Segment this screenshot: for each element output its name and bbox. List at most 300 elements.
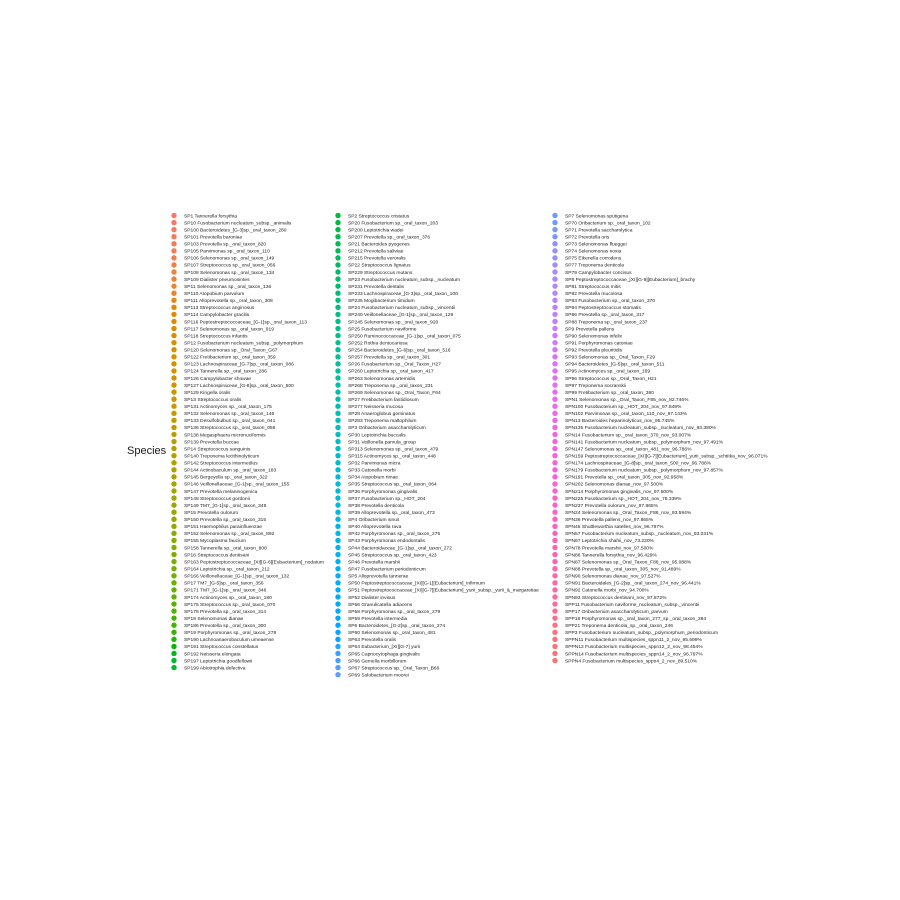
legend-key-dot [171,425,176,430]
legend-label: SP235 Mogibacterium timidum [348,299,415,305]
legend-key-dot [552,488,557,493]
legend-key-dot [335,573,340,578]
legend-label: SP106 Selenomonas sp._oral_taxon_149 [184,256,275,262]
legend-key-dot [335,615,340,620]
legend-key-dot [335,269,340,274]
legend-label: SP6 Bacteroidetes_[G-2]sp._oral_taxon_274 [348,624,446,630]
legend-label: SPN179 Fusobacterium nucleatum_subsp._polymorphum_nov_97.857% [565,468,723,474]
legend-label: SP108 Selenomonas sp._oral_taxon_134 [184,270,275,276]
legend-label: SP73 Selenomonas flueggei [565,242,627,248]
legend-label: SP60 Selenomonas sp._oral_taxon_481 [348,631,436,637]
legend-label: SP69 Solobacterium moorei [348,673,409,679]
legend-label: SP151 Haemophilus parainfluenzae [184,525,263,531]
legend-label: SPP18 Porphyromonas sp._oral_taxon_277_sp._oral_taxon_284 [565,616,707,622]
legend-key-dot [171,319,176,324]
legend-key-dot [335,326,340,331]
legend-key-dot [171,481,176,486]
legend-label: SP32 Parvimonas micra [348,461,401,467]
legend-label: SP5 Alloprevotella tannerae [348,574,409,580]
legend-key-dot [171,368,176,373]
legend-label: SP24 Fusobacterium nucleatum_subsp._vincentii [348,306,456,312]
legend-key-dot [552,545,557,550]
legend-key-dot [335,333,340,338]
legend-label: SP315 Actinomyces sp._oral_taxon_448 [348,454,436,460]
legend-key-dot [335,283,340,288]
legend-label: SP175 Streptococcus sp._oral_taxon_070 [184,602,276,608]
legend-label: SP74 Selenomonas noxia [565,249,622,255]
legend-key-dot [171,227,176,232]
legend-key-dot [552,368,557,373]
legend-key-dot [171,615,176,620]
legend-label: SP84 Peptostreptococcus stomatis [565,306,641,312]
legend-label: SP72 Prevotella oris [565,235,610,241]
legend-label: SP190 Lachnoanaerobaculum umeaense [184,638,274,644]
legend-label: SP38 Prevotella denticola [348,503,405,509]
legend-key-dot [335,347,340,352]
legend-key-dot [335,623,340,628]
legend-label: SP36 Porphyromonas gingivalis [348,489,418,495]
legend-label: SP20 Fusobacterium sp._oral_taxon_203 [348,221,438,227]
legend-label: SP123 Lachnospiraceae_[G-7]sp._oral_taxon_086 [184,362,294,368]
legend-label: SP4 Oribacterium sinus [348,518,400,524]
legend-key-dot [171,524,176,529]
legend-key-dot [552,481,557,486]
legend-label: SP116 Peptostreptococcaceae_[G-1]sp._oral_taxon_113 [184,320,307,326]
legend-label: SPN237 Prevotella oulorum_nov_97.865% [565,503,658,509]
legend-label: SP139 Prevotella buccae [184,440,239,446]
legend-label: SP100 Bacteroidetes_[G-3]sp._oral_taxon_280 [184,228,287,234]
legend-key-dot [552,389,557,394]
legend-key-dot [552,467,557,472]
legend-key-dot [552,283,557,288]
legend-key-dot [335,517,340,522]
legend-label: SP107 Streptococcus sp._oral_taxon_056 [184,263,276,269]
legend-key-dot [335,354,340,359]
legend-label: SP174 Actinomyces sp._oral_taxon_180 [184,595,272,601]
legend-key-dot [335,559,340,564]
legend-label: SP71 Prevotella saccharolytica [565,228,633,234]
legend-key-dot [335,474,340,479]
legend-key-dot [552,418,557,423]
legend-key-dot [171,495,176,500]
legend-label: SP22 Streptococcus lignatus [348,263,411,269]
legend-label: SP34 Atopobium rimae [348,475,399,481]
legend-label: SP122 Fretibacterium sp._oral_taxon_359 [184,355,276,361]
legend-label: SP51 Peptostreptococcaceae_[XI][G-7][Eubacterium]_yurii_subsp._yurii_&_margaretiae [348,588,539,594]
legend-key-dot [552,312,557,317]
legend-label: SP3 Oribacterium asaccharolyticum [348,426,426,432]
legend-label: SP118 Streptococcus infantis [184,334,248,340]
legend-key-dot [552,227,557,232]
legend-label: SPN191 Prevotella sp._oral_taxon_305_nov_92.958% [565,475,684,481]
legend-key-dot [552,495,557,500]
legend-label: SPN147 Selenomonas sp._oral_taxon_481_nov_96.786% [565,447,692,453]
legend-label: SPN90 Selenomonas dianae_nov_97.527% [565,574,661,580]
legend-label: SP23 Fusobacterium nucleatum_subsp._nucleatum [348,277,461,283]
legend-label: SPN102 Parvimonas sp._oral_taxon_110_nov_97.143% [565,412,687,418]
legend-key-dot [552,347,557,352]
legend-label: SP313 Selenomonas sp._oral_taxon_479 [348,447,439,453]
legend-key-dot [335,644,340,649]
legend-label: SP1 Tannerella forsythia [184,214,237,220]
legend-label: SP138 Megasphaera micronuciformis [184,433,266,439]
legend-key-dot [335,495,340,500]
legend-key-dot [552,637,557,642]
legend-key-dot [171,573,176,578]
legend-key-dot [171,269,176,274]
legend-label: SPN141 Fusobacterium nucleatum_subsp._polymorphum_nov_97.491% [565,440,723,446]
legend-key-dot [171,276,176,281]
legend-items [171,213,768,679]
legend-label: SPN135 Fusobacterium nucleatum_subsp._nucleatum_nov_93.380% [565,426,716,432]
legend-key-dot [171,552,176,557]
legend-label: SP191 Streptococcus constellatus [184,645,259,651]
legend-key-dot [171,460,176,465]
legend-key-dot [552,333,557,338]
legend-key-dot [335,439,340,444]
legend-key-dot [171,361,176,366]
legend-key-dot [335,531,340,536]
legend-label: SP19 Porphyromonas sp._oral_taxon_278 [184,631,277,637]
legend-label: SP14 Streptococcus sanguinis [184,447,251,453]
legend-label: SP70 Oribacterium sp._oral_taxon_102 [565,221,651,227]
legend-key-dot [171,587,176,592]
legend-key-dot [335,389,340,394]
legend-label: SP158 Tannerella sp._oral_taxon_808 [184,546,267,552]
legend-label: SPP21 Treponema denticola_sp._oral_taxon_246 [565,624,673,630]
legend-key-dot [171,213,176,218]
legend-label: SP83 Fusobacterium sp._oral_taxon_370 [565,299,655,305]
legend-label: SP96 Streptococcus sp._Oral_Taxon_H21 [565,376,657,382]
legend-label: SPN78 Prevotella marshii_nov_97.500% [565,546,654,552]
legend-label: SP136 Streptococcus sp._oral_taxon_058 [184,426,276,432]
legend-key-dot [335,432,340,437]
legend-key-dot [171,601,176,606]
legend-label: SP37 Fusobacterium sp._HOT_204 [348,496,426,502]
legend-key-dot [171,220,176,225]
legend-key-dot [171,559,176,564]
legend-key-dot [552,608,557,613]
legend-label: SP207 Prevotella sp._oral_taxon_376 [348,235,431,241]
legend-key-dot [335,411,340,416]
legend-label: SP27 Fretibacterium fastidiosum [348,397,419,403]
legend-key-dot [171,453,176,458]
legend-label: SP81 Streptococcus mitis [565,284,621,290]
legend-label: SP43 Porphyromonas endodontalis [348,539,425,545]
legend-key-dot [552,248,557,253]
legend-key-dot [335,312,340,317]
legend-label: SPN214 Porphyromonas gingivalis_nov_97.500% [565,489,674,495]
legend-label: SP13 Streptococcus oralis [184,397,242,403]
legend-label: SP11 Selenomonas sp._oral_taxon_136 [184,284,272,290]
legend-key-dot [335,213,340,218]
legend-label: SP163 Peptostreptococcaceae_[XI][G-6][Eubacterium]_nodatum [184,560,325,566]
legend-key-dot [552,354,557,359]
legend-label: SP82 Prevotella mucolosa [565,292,623,298]
legend-label: SP63 Prevotella oralis [348,638,397,644]
legend-label: SP79 Campylobacter concisus [565,270,632,276]
legend-label: SPN14 Fusobacterium sp._oral_taxon_370_nov_93.007% [565,433,692,439]
legend-label: SPN24 Selenomonas sp._Oral_Taxon_F86_nov_93.594% [565,510,692,516]
legend-key-dot [552,269,557,274]
legend-label: SPN202 Selenomonas dianae_nov_97.500% [565,482,664,488]
legend-key-dot [335,460,340,465]
legend-key-dot [552,580,557,585]
legend-label: SP186 Prevotella sp._oral_taxon_300 [184,624,267,630]
legend-label: SP133 Desulfobulbus sp._oral_taxon_041 [184,419,276,425]
legend-key-dot [552,623,557,628]
legend-key-dot [552,262,557,267]
legend-key-dot [552,601,557,606]
legend-key-dot [171,382,176,387]
legend-key-dot [552,411,557,416]
legend-key-dot [171,509,176,514]
legend-key-dot [171,439,176,444]
legend-label: SP129 Kingella oralis [184,390,231,396]
legend-label: SP152 Selenomonas sp._oral_taxon_892 [184,532,275,538]
legend-label: SP212 Prevotella saliviae [348,249,404,255]
legend-key-dot [171,651,176,656]
legend-label: SPN159 Peptostreptococcaceae_[XI][G-7][Eubacterium]_yurii_subsp._schtitka_nov_96.071% [565,454,768,460]
legend-key-dot [171,291,176,296]
legend-key-dot [552,651,557,656]
legend-key-dot [552,538,557,543]
legend-key-dot [335,630,340,635]
legend-key-dot [335,396,340,401]
legend-label: SPN174 Lachnospiraceae_[G-8]sp._oral_taxon_500_nov_96.786% [565,461,712,467]
legend-key-dot [552,375,557,380]
legend-key-dot [171,418,176,423]
legend-key-dot [335,587,340,592]
legend-label: SP149 TM7_[G-1]sp._oral_taxon_349 [184,503,267,509]
legend-key-dot [171,566,176,571]
legend-label: SP231 Prevotella dentalis [348,284,405,290]
legend-label: SP257 Prevotella sp._oral_taxon_301 [348,355,431,361]
legend-key-dot [335,524,340,529]
legend-label: SP26 Fusobacterium sp._Oral_Taxon_H27 [348,362,441,368]
legend-label: SP252 Rothia dentocariosa [348,341,408,347]
legend-key-dot [171,623,176,628]
legend-key-dot [335,248,340,253]
legend-label: SP92 Prevotella pleuritidis [565,348,623,354]
legend-label: SP47 Fusobacterium periodonticum [348,567,426,573]
legend-key-dot [171,312,176,317]
legend-key-dot [335,672,340,677]
legend-label: SP88 Treponema sp._oral_taxon_237 [565,320,648,326]
legend-label: SP245 Selenomonas sp._oral_taxon_920 [348,320,439,326]
legend-key-dot [171,446,176,451]
legend-label: SP145 Bergeyella sp._oral_taxon_322 [184,475,268,481]
legend-key-dot [171,474,176,479]
legend-key-dot [335,552,340,557]
legend-label: SPN87 Selenomonas sp._Oral_Taxon_F86_nov_95.088% [565,560,692,566]
legend-key-dot [552,276,557,281]
legend-label: SP148 Streptococcus gordonii [184,496,250,502]
legend-label: SPPN11 Fusobacterium multispecies_sppn11_2_nov_95.699% [565,638,702,644]
legend-label: SP113 Streptococcus anginosus [184,306,255,312]
legend-key-dot [171,538,176,543]
legend-label: SP40 Alloprevotella rava [348,525,402,531]
legend-label: SP16 Streptococcus dentisani [184,553,250,559]
legend-key-dot [171,234,176,239]
legend-label: SP127 Lachnospiraceae_[G-8]sp._oral_taxon_500 [184,383,294,389]
legend-label: SP155 Mycoplasma faucium [184,539,246,545]
legend-label: SP65 Capnocytophaga gingivalis [348,652,420,658]
legend-label: SP58 Porphyromonas sp._oral_taxon_279 [348,609,441,615]
legend-key-dot [552,502,557,507]
legend-key-dot [552,517,557,522]
legend-key-dot [552,658,557,663]
legend-key-dot [335,241,340,246]
legend-label: SP144 Actinobaculum sp._oral_taxon_183 [184,468,277,474]
legend-label: SPN88 Prevotella sp._oral_taxon_305_nov_91.489% [565,567,681,573]
legend-label: SPN225 Fusobacterium sp._HOT_204_nov_78.339% [565,496,682,502]
legend-label: SP75 Eikenella corrodens [565,256,622,262]
legend-label: SP250 Ruminococcaceae_[G-1]sp._oral_taxon_075 [348,334,461,340]
legend-key-dot [552,213,557,218]
legend-key-dot [335,418,340,423]
legend-key-dot [552,305,557,310]
legend-key-dot [335,545,340,550]
legend-label: SP33 Catonella morbi [348,468,396,474]
legend-key-dot [552,474,557,479]
legend-key-dot [335,255,340,260]
legend-label: SPP11 Fusobacterium naviforme_nucleatum_subsp._vincentii [565,602,700,608]
legend-key-dot [335,368,340,373]
legend-key-dot [552,382,557,387]
legend-key-dot [171,531,176,536]
legend-key-dot [335,594,340,599]
legend-key-dot [171,608,176,613]
legend-label: SP59 Prevotella intermedia [348,616,408,622]
legend-label: SP46 Prevotella marshii [348,560,401,566]
legend-key-dot [171,333,176,338]
legend-key-dot [171,488,176,493]
legend-key-dot [171,283,176,288]
legend-key-dot [171,432,176,437]
legend-key-dot [552,361,557,366]
legend-key-dot [552,291,557,296]
legend-label: SP99 Fretibacterium sp._oral_taxon_360 [565,390,654,396]
legend-label: SP31 Veillonella parvula_group [348,440,416,446]
legend-label: SP131 Actinomyces sp._oral_taxon_175 [184,405,272,411]
legend-label: SP86 Prevotella sp._oral_taxon_317 [565,313,645,319]
legend-key-dot [552,255,557,260]
legend-label: SPN45 Shuttleworthia satelles_nov_96.797% [565,525,664,531]
legend-label: SP91 Porphyromonas catoniae [565,341,633,347]
legend-key-dot [552,241,557,246]
legend-key-dot [335,404,340,409]
legend-key-dot [552,460,557,465]
legend-label: SPN92 Catonella morbi_nov_94.700% [565,588,649,594]
legend-label: SP111 Alloprevotella sp._oral_taxon_308 [184,299,273,305]
legend-key-dot [552,396,557,401]
legend-label: SP178 Prevotella sp._oral_taxon_314 [184,609,267,615]
legend-label: SP18 Selenomonas dianae [184,616,244,622]
legend-label: SPN36 Prevotella pallens_nov_97.865% [565,518,654,524]
legend-key-dot [171,241,176,246]
legend-key-dot [335,446,340,451]
legend-key-dot [171,637,176,642]
legend-label: SP166 Veillonellaceae_[G-1]sp._oral_taxon_132 [184,574,290,580]
legend-label: SP269 Selenomonas sp._Oral_Taxon_F64 [348,390,441,396]
legend-key-dot [552,630,557,635]
legend-key-dot [335,361,340,366]
legend-key-dot [335,319,340,324]
legend-label: SPP3 Fusobacterium nucleatum_subsp._polymorphum_periodonticum [565,631,719,637]
legend-key-dot [335,502,340,507]
legend-key-dot [552,439,557,444]
legend-key-dot [171,396,176,401]
legend-label: SP8 Peptostreptococcaceae_[XI][G-9][Eubacterium]_brachy [565,277,696,283]
legend-key-dot [171,467,176,472]
legend-label: SPN1 Selenomonas sp._Oral_Taxon_F85_nov_82.746% [565,397,689,403]
legend-label: SP15 Prevotella oulorum [184,510,239,516]
legend-label: SP283 Treponema maltophilum [348,419,417,425]
legend-key-dot [335,276,340,281]
legend-label: SPN86 Tannerella forsythia_nov_96.429% [565,553,657,559]
legend-label: SP140 Treponema lecithinolyticum [184,454,260,460]
legend-label: SP146 Veillonellaceae_[G-1]sp._oral_taxon_155 [184,482,290,488]
legend-label: SP268 Treponema sp._oral_taxon_231 [348,383,434,389]
legend-label: SPPN12 Fusobacterium multispecies_sppn12_2_nov_98.454% [565,645,703,651]
legend-label: SP93 Selenomonas sp._Oral_Taxon_F29 [565,355,655,361]
legend-label: SP21 Bacteroides pyogenes [348,242,410,248]
legend-label: SP229 Streptococcus mutans [348,270,413,276]
legend-label: SP277 Neisseria mucosa [348,405,403,411]
legend-key-dot [335,509,340,514]
legend-label: SPN13 Bacteroides heparinolyticus_nov_95.745% [565,419,675,425]
legend-label: SP199 Abiotrophia defectiva [184,666,246,672]
legend-key-dot [335,340,340,345]
legend-key-dot [552,453,557,458]
legend-label: SP254 Bacteroidetes_[G-6]sp._oral_taxon_516 [348,348,451,354]
legend-key-dot [171,305,176,310]
legend-key-dot [171,411,176,416]
legend-label: SP44 Bacteroidaceae_[G-1]sp._oral_taxon_272 [348,546,452,552]
legend-label: SP101 Prevotella baroniae [184,235,243,241]
legend-label: SP50 Peptostreptococcaceae_[XI][G-1][Eubacterium]_infirmum [348,581,486,587]
legend-label: SP42 Porphyromonas sp._oral_taxon_275 [348,532,441,538]
legend-key-dot [335,658,340,663]
legend-label: SP240 Veillonellaceae_[G-1]sp._oral_taxon_129 [348,313,454,319]
legend-key-dot [171,545,176,550]
legend-key-dot [552,566,557,571]
legend-label: SP28 Anaeroglobus geminatus [348,412,416,418]
legend-key-dot [335,262,340,267]
legend-key-dot [335,637,340,642]
legend-key-dot [552,594,557,599]
legend-label: SP124 Tannerella sp._oral_taxon_286 [184,369,267,375]
legend-key-dot [552,559,557,564]
legend-key-dot [171,594,176,599]
legend-label: SP90 Selenomonas infelix [565,334,623,340]
legend-label: SP17 TM7_[G-5]sp._oral_taxon_356 [184,581,264,587]
legend-label: SP105 Parvimonas sp._oral_taxon_110 [184,249,270,255]
legend-label: SP263 Selenomonas artemidis [348,376,416,382]
legend-label: SPN100 Fusobacterium sp._HOT_204_nov_97.849% [565,405,682,411]
legend-label: SP142 Streptococcus intermedius [184,461,258,467]
legend-key-dot [552,587,557,592]
legend-title: Species [127,445,167,457]
legend-key-dot [335,382,340,387]
legend-label: SP109 Dialister pneumosintes [184,277,250,283]
legend-label: SP197 Leptotrichia goodfellowii [184,659,253,665]
legend-label: SP114 Campylobacter gracilis [184,313,250,319]
legend-key-dot [335,538,340,543]
legend-key-dot [335,298,340,303]
legend-key-dot [552,234,557,239]
